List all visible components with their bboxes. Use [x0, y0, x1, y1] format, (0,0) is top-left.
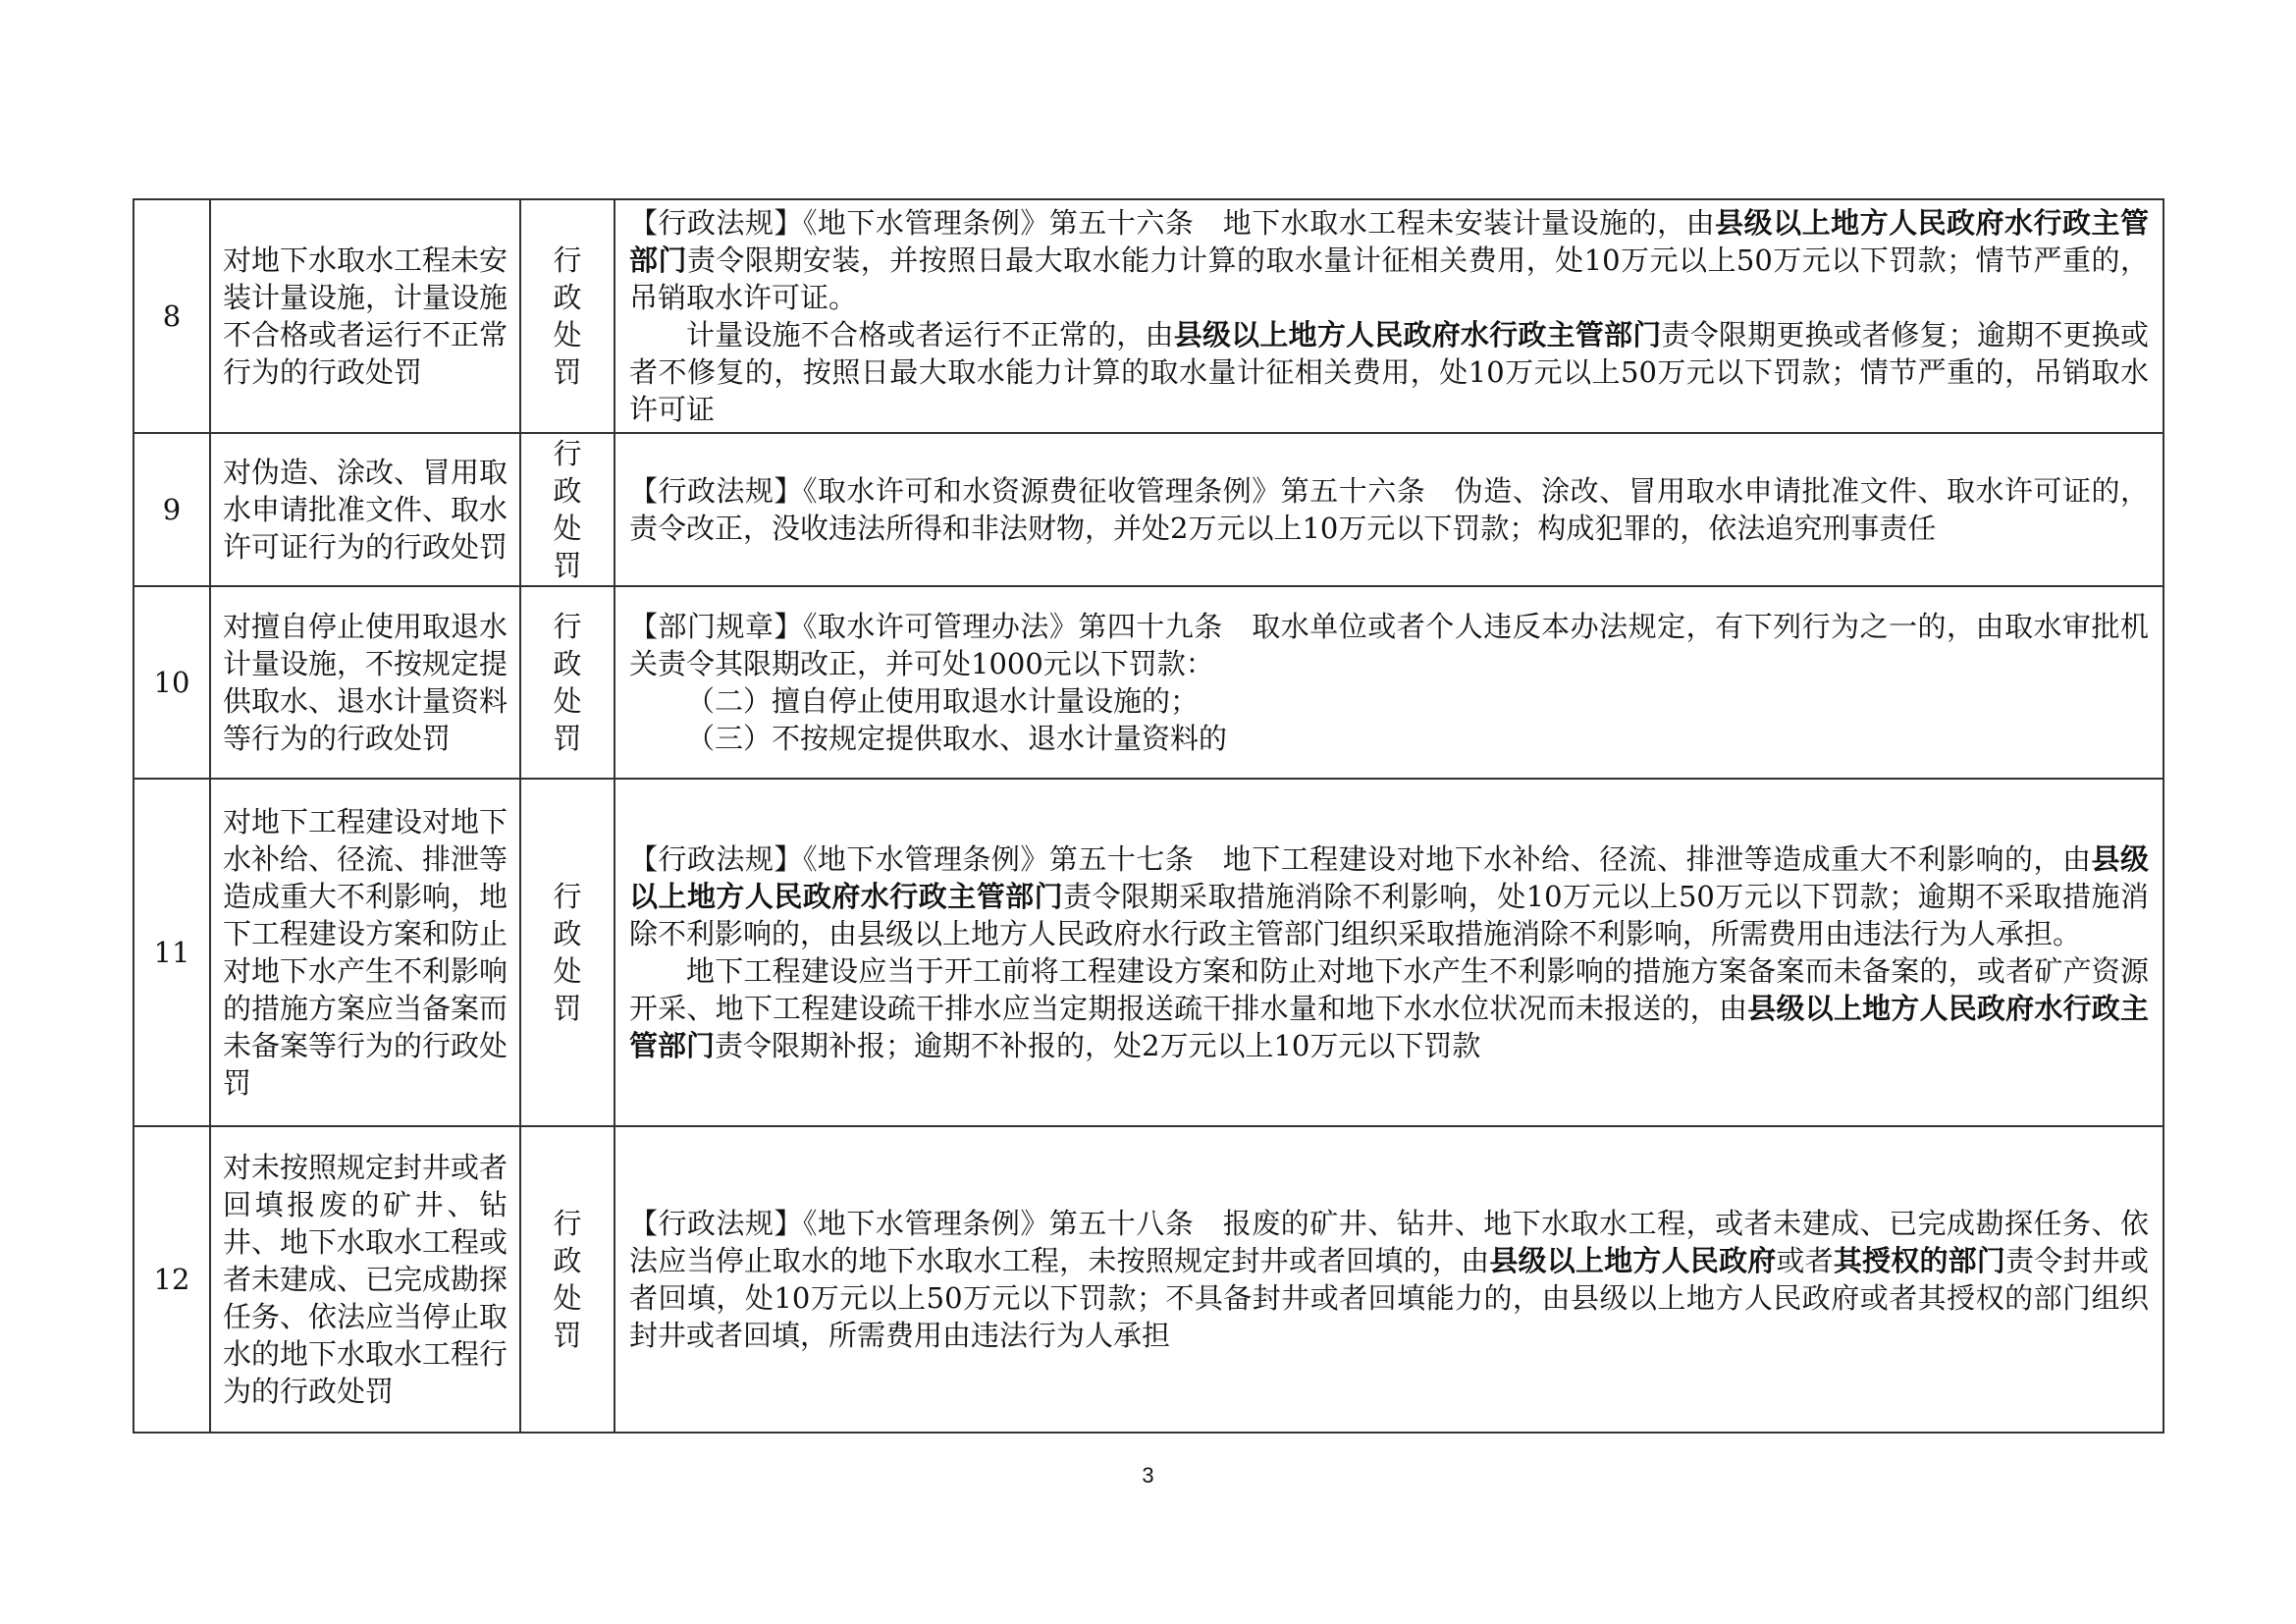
item-name: 对地下水取水工程未安装计量设施，计量设施不合格或者运行不正常行为的行政处罚 [210, 199, 520, 433]
table-row [133, 779, 2163, 1126]
basis-paragraph: 【行政法规】《地下水管理条例》第五十八条 报废的矿井、钻井、地下水取水工程，或者未建成、已完成勘探任务、依法应当停止取水的地下水取水工程，未按照规定封井或者回填的，由县级以上地方人民政府或者其授权的部门责令封井或者回填，处10万元以上50万元以下罚款；不具备封井或者回填能力的，由县级以上地方人民政府或者其授权的部门组织封井或者回填，所需费用由违法行为人承担 [629, 1207, 2149, 1352]
row-number: 10 [133, 586, 210, 779]
legal-basis [614, 586, 2163, 779]
legal-basis [614, 433, 2163, 586]
row-number: 9 [133, 433, 210, 586]
penalty-type: 行 政 处 罚 [520, 779, 614, 1126]
penalty-type: 行 政 处 罚 [520, 586, 614, 779]
table-row [133, 199, 2163, 433]
row-number: 8 [133, 199, 210, 433]
basis-paragraph: 【行政法规】《地下水管理条例》第五十七条 地下工程建设对地下水补给、径流、排泄等造成重大不利影响的，由县级以上地方人民政府水行政主管部门责令限期采取措施消除不利影响，处10万元以上50万元以下罚款；逾期不采取措施消除不利影响的，由县级以上地方人民政府水行政主管部门组织采取措施消除不利影响，所需费用由违法行为人承担。 [629, 842, 2149, 950]
basis-list-item: （三）不按规定提供取水、退水计量资料的 [686, 722, 1228, 755]
basis-list-item: （二）擅自停止使用取退水计量设施的； [686, 684, 1200, 718]
basis-paragraph: 计量设施不合格或者运行不正常的，由县级以上地方人民政府水行政主管部门责令限期更换或者修复；逾期不更换或者不修复的，按照日最大取水能力计算的取水量计征相关费用，处10万元以上50万元以下罚款；情节严重的，吊销取水许可证 [629, 318, 2149, 426]
item-name: 对伪造、涂改、冒用取水申请批准文件、取水许可证行为的行政处罚 [210, 433, 520, 586]
item-name: 对未按照规定封井或者回填报废的矿井、钻井、地下水取水工程或者未建成、已完成勘探任务、依法应当停止取水的地下水取水工程行为的行政处罚 [210, 1126, 520, 1433]
penalty-type: 行 政 处 罚 [520, 433, 614, 586]
penalty-table [133, 198, 2164, 1434]
basis-paragraph: 【行政法规】《取水许可和水资源费征收管理条例》第五十六条 伪造、涂改、冒用取水申请批准文件、取水许可证的，责令改正，没收违法所得和非法财物，并处2万元以上10万元以下罚款；构成犯罪的，依法追究刑事责任 [629, 474, 2149, 545]
item-name: 对地下工程建设对地下水补给、径流、排泄等造成重大不利影响，地下工程建设方案和防止对地下水产生不利影响的措施方案应当备案而未备案等行为的行政处罚 [210, 779, 520, 1126]
row-number: 11 [133, 779, 210, 1126]
basis-paragraph: 【部门规章】《取水许可管理办法》第四十九条 取水单位或者个人违反本办法规定，有下列行为之一的，由取水审批机关责令其限期改正，并可处1000元以下罚款： [629, 610, 2149, 680]
penalty-type: 行 政 处 罚 [520, 1126, 614, 1433]
legal-basis [614, 199, 2163, 433]
page-number: 3 [1142, 1463, 1154, 1488]
row-number: 12 [133, 1126, 210, 1433]
basis-paragraph: 地下工程建设应当于开工前将工程建设方案和防止对地下水产生不利影响的措施方案备案而未备案的，或者矿产资源开采、地下工程建设疏干排水应当定期报送疏干排水量和地下水水位状况而未报送的，由县级以上地方人民政府水行政主管部门责令限期补报；逾期不补报的，处2万元以上10万元以下罚款 [629, 954, 2149, 1062]
table-row [133, 433, 2163, 586]
legal-basis [614, 1126, 2163, 1433]
basis-paragraph: 【行政法规】《地下水管理条例》第五十六条 地下水取水工程未安装计量设施的，由县级以上地方人民政府水行政主管部门责令限期安装，并按照日最大取水能力计算的取水量计征相关费用，处10万元以上50万元以下罚款；情节严重的，吊销取水许可证。 [629, 206, 2149, 314]
table-row [133, 1126, 2163, 1433]
penalty-type: 行 政 处 罚 [520, 199, 614, 433]
legal-basis [614, 779, 2163, 1126]
item-name: 对擅自停止使用取退水计量设施，不按规定提供取水、退水计量资料等行为的行政处罚 [210, 586, 520, 779]
table-row [133, 586, 2163, 779]
